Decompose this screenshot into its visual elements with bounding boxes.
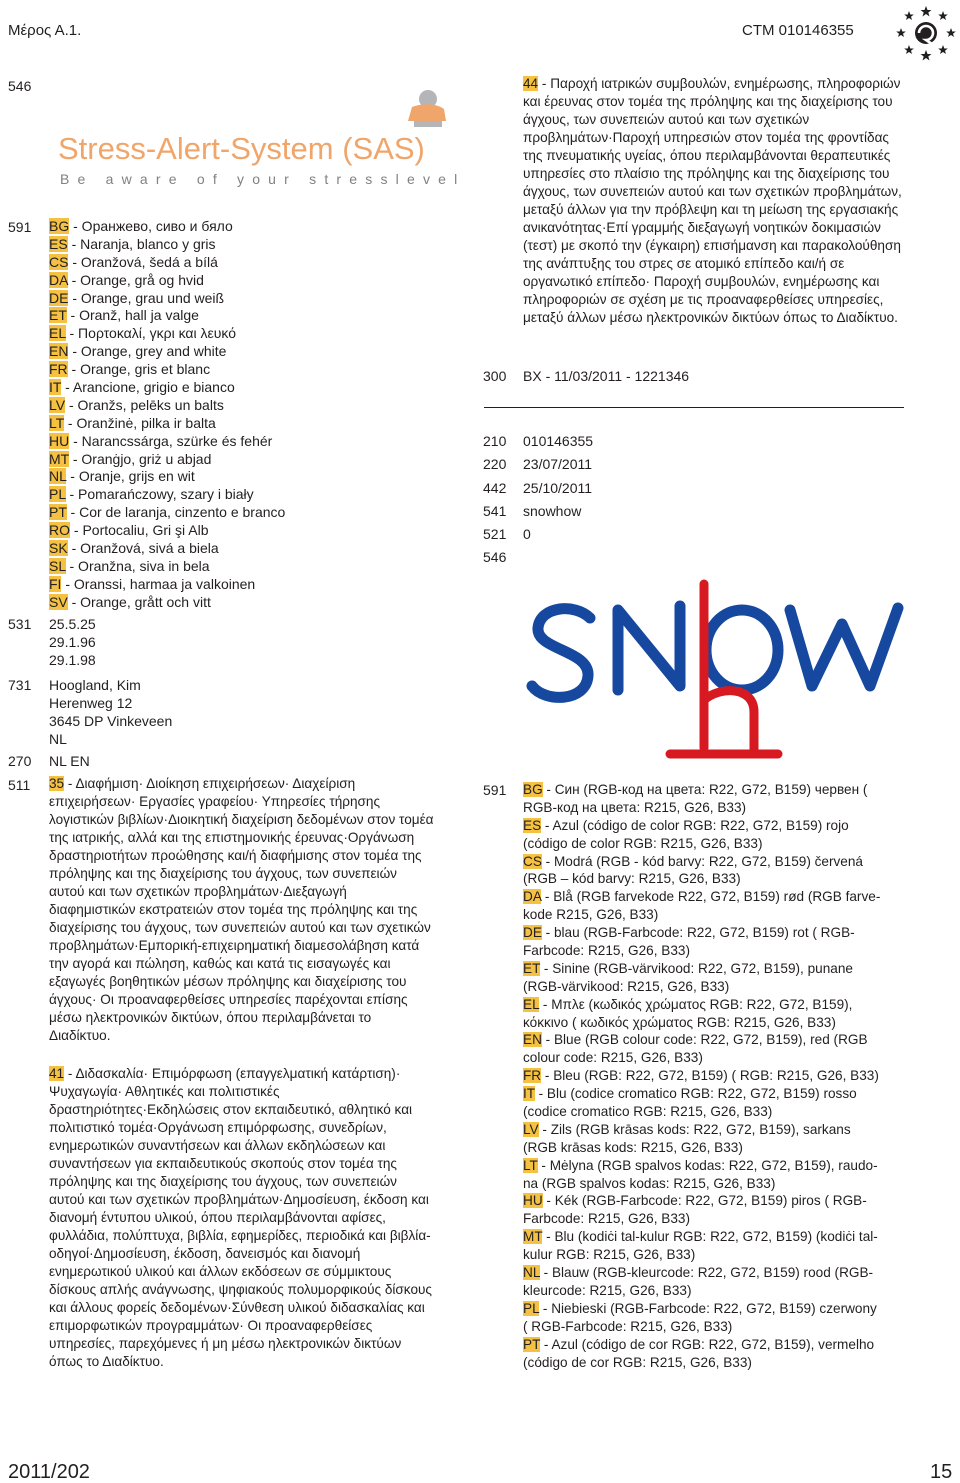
application-number: 010146355 [523, 433, 594, 449]
rgb-colour-line [523, 960, 918, 978]
rgb-colour-line [523, 1175, 918, 1193]
rgb-colour-text: (RGB – kód barvy: R215, G26, B33) [523, 871, 741, 887]
rgb-colour-text: (codice cromatico RGB: R215, G26, B33) [523, 1104, 773, 1120]
rgb-colour-line [523, 870, 918, 888]
rgb-colour-list [523, 781, 918, 1371]
field-300-number: 300 [483, 368, 507, 384]
lang-code: SL [49, 557, 66, 574]
rgb-colour-line [523, 906, 918, 924]
colour-text: - Arancione, grigio e bianco [61, 379, 235, 396]
class-44-code: 44 [523, 76, 539, 91]
lang-code: BG [49, 218, 70, 234]
rgb-colour-text: - Azul (código de cor RGB: R22, G72, B159), vermelho [540, 1336, 875, 1352]
vienna-code: 29.1.96 [49, 634, 96, 650]
lang-code: ES [523, 817, 542, 833]
rgb-colour-line [523, 781, 918, 799]
colour-text: - Oranssi, harmaa ja valkoinen [61, 575, 256, 592]
lang-code: LV [49, 396, 66, 413]
rgb-colour-text: Farbcode: R215, G26, B33) [523, 1211, 690, 1227]
lang-code: IT [49, 379, 62, 396]
rgb-colour-text: - Blue (RGB colour code: R22, G72, B159), red (RGB [541, 1032, 868, 1048]
lang-code: ES [49, 235, 68, 252]
rgb-colour-text: - Zils (RGB krāsas kods: R22, G72, B159), sarkans [538, 1121, 851, 1137]
field-442-number: 442 [483, 480, 507, 496]
sas-logo-image [50, 85, 470, 195]
vienna-code: 29.1.98 [49, 652, 96, 668]
lang-code: CS [49, 253, 69, 270]
rgb-colour-text: - Mėlyna (RGB spalvos kodas: R22, G72, B159), raudo- [537, 1157, 878, 1173]
lang-code: SK [49, 540, 68, 557]
colour-item [49, 557, 469, 575]
lang-code: PL [523, 1300, 540, 1316]
rgb-colour-line [523, 1354, 918, 1372]
rgb-colour-text: - Niebieski (RGB-Farbcode: R22, G72, B159) czerwony [539, 1300, 877, 1316]
rgb-colour-text: na (RGB spalvos kodas: R215, G26, B33) [523, 1175, 776, 1191]
rgb-colour-line [523, 1336, 918, 1354]
field-541-number: 541 [483, 503, 507, 519]
colour-item [49, 271, 469, 289]
class-41-code: 41 [49, 1066, 65, 1081]
lang-code: DA [49, 271, 68, 288]
colour-item [49, 485, 469, 503]
lang-code: DE [523, 925, 542, 941]
colour-text: - Orange, gris et blanc [67, 361, 211, 378]
rgb-colour-text: - Μπλε (κωδικός χρώματος RGB: R22, G72, B159), [539, 996, 853, 1012]
rgb-colour-text: (RGB-värvikood: R215, G26, B33) [523, 978, 730, 994]
rgb-colour-line [523, 1085, 918, 1103]
lang-code: EL [49, 325, 66, 342]
rgb-colour-text: κόκκινο ( κωδικός χρώματος RGB: R215, G26, B33) [523, 1014, 836, 1030]
field-546-number-2: 546 [483, 549, 507, 565]
separator-line [484, 407, 904, 408]
field-591-number: 591 [8, 219, 32, 235]
lang-code: FR [523, 1068, 542, 1084]
rgb-colour-line [523, 1121, 918, 1139]
lang-code: EN [523, 1032, 542, 1048]
colour-text: - Oranje, grijs en wit [66, 468, 195, 485]
rgb-colour-line [523, 1103, 918, 1121]
rgb-colour-line [523, 817, 918, 835]
class-44-text: - Παροχή ιατρικών συμβουλών, ενημέρωσης, πληροφοριών και έρευνας στον τομέα της πρόληψης και της διαχείρισης του άγχους, των συνεπειών αυτού και των σχετικών προβλημάτων·Παροχή υπηρεσιών στον τομέα της φροντίδας της πνευματικής υγείας, όπου περιλαμβάνονται θεραπευτικές υπηρεσίες στο πλαίσιο της πρόληψης και της διαχείρισης του άγχους, των συνεπειών αυτού και των σχετικών προβλημάτων, μεταξύ άλλων για την πρόβλεψη και τη μείωση της εργασιακής ανικανότητας·Επί γραμμής διεξαγωγή νοητικών δοκιμασιών (τεστ) με σκοπό την (έγκαιρη) επισήμανση και παρακολούθηση της ανάπτυξης του στρες σε ατομικό επίπεδο και/ή σε οργανωτικό επίπεδο· Παροχή συμβουλών, ενημέρωσης και πληροφοριών σε σχέση με τις προαναφερθείσες υπηρεσίες, μεταξύ άλλων μέσω ηλεκτρονικών δικτύων όπως το Διαδίκτυο. [523, 76, 902, 325]
sas-logo-brand: Stress-Alert-System (SAS) [58, 131, 425, 166]
colour-item [49, 521, 469, 539]
class-35-description [49, 775, 435, 1045]
rgb-colour-text: - Sinine (RGB-värvikood: R22, G72, B159), punane [540, 960, 853, 976]
colour-item [49, 324, 469, 342]
rgb-colour-text: (RGB krāsas kods: R215, G26, B33) [523, 1139, 743, 1155]
languages: NL EN [49, 753, 90, 769]
colour-item [49, 378, 469, 396]
class-44-description [523, 75, 911, 327]
eu-oami-logo-icon [895, 4, 957, 62]
rgb-colour-line [523, 1282, 918, 1300]
page-number: 15 [930, 1461, 953, 1483]
rgb-colour-text: RGB-код на цвета: R215, G26, B33) [523, 799, 747, 815]
colour-text: - Oranž, hall ja valge [66, 307, 199, 324]
rgb-colour-line [523, 1031, 918, 1049]
colour-text: - Orange, grå og hvid [67, 271, 204, 288]
rgb-colour-text: - Modrá (RGB - kód barvy: R22, G72, B159) červená [541, 853, 863, 869]
colour-item [49, 396, 469, 414]
bulletin-number: 2011/202 [8, 1461, 90, 1483]
rgb-colour-line [523, 978, 918, 996]
lang-code: DA [523, 889, 542, 905]
owner-name: Hoogland, Kim [49, 677, 141, 693]
field-546-number: 546 [8, 78, 32, 94]
snow-logo-image [520, 578, 920, 763]
rgb-colour-text: kleurcode: R215, G26, B33) [523, 1282, 692, 1298]
colour-list [49, 217, 469, 611]
colour-item [49, 289, 469, 307]
owner-city: 3645 DP Vinkeveen [49, 713, 173, 729]
lang-code: DE [49, 289, 69, 306]
colour-text: - Naranja, blanco y gris [67, 235, 216, 252]
lang-code: PL [49, 486, 66, 503]
rgb-colour-line [523, 799, 918, 817]
rgb-colour-line [523, 1246, 918, 1264]
field-731-number: 731 [8, 677, 32, 693]
lang-code: FI [49, 575, 62, 592]
colour-text: - Oranžna, siva in bela [65, 557, 210, 574]
colour-item [49, 306, 469, 324]
colour-item [49, 450, 469, 468]
rgb-colour-line [523, 853, 918, 871]
rgb-colour-text: colour code: R215, G26, B33) [523, 1050, 703, 1066]
lang-code: CS [523, 853, 542, 869]
rgb-colour-line [523, 1192, 918, 1210]
rgb-colour-text: ( RGB-Farbcode: R215, G26, B33) [523, 1318, 733, 1334]
sas-logo-tagline: Be aware of your stresslevel [60, 171, 466, 187]
colour-text: - Narancssárga, szürke és fehér [69, 432, 273, 449]
rgb-colour-line [523, 835, 918, 853]
rgb-colour-text: - Blå (RGB farvekode R22, G72, B159) rød (RGB farve- [541, 889, 881, 905]
rgb-colour-text: - Bleu (RGB: R22, G72, B159) ( RGB: R215, G26, B33) [541, 1068, 879, 1084]
class-41-description [49, 1065, 435, 1371]
lang-code: FR [49, 361, 68, 378]
lang-code: PT [49, 504, 67, 521]
rgb-colour-text: kode R215, G26, B33) [523, 907, 659, 923]
rgb-colour-text: - Azul (código de color RGB: R22, G72, B159) rojo [541, 817, 849, 833]
colour-text: - Pomarańczowy, szary i biały [65, 486, 254, 503]
colour-item [49, 432, 469, 450]
owner-street: Herenweg 12 [49, 695, 133, 711]
colour-text: - Cor de laranja, cinzento e branco [66, 504, 286, 521]
priority: BX - 11/03/2011 - 1221346 [523, 368, 690, 384]
lang-code: NL [523, 1265, 540, 1281]
rgb-colour-text: - Kék (RGB-Farbcode: R22, G72, B159) piros ( RGB- [542, 1193, 867, 1209]
rgb-colour-line [523, 924, 918, 942]
colour-item [49, 503, 469, 521]
filing-date: 23/07/2011 [523, 456, 593, 472]
lang-code: ET [523, 960, 541, 976]
lang-code: LT [523, 1157, 538, 1173]
lang-code: NL [49, 468, 67, 485]
rgb-colour-line [523, 1210, 918, 1228]
colour-text: - Orange, grått och vitt [67, 593, 211, 610]
lang-code: MT [523, 1229, 543, 1245]
owner-country: NL [49, 731, 67, 747]
colour-text: - Portocaliu, Gri şi Alb [70, 522, 209, 539]
colour-item [49, 342, 469, 360]
rgb-colour-text: - Blu (kodiċi tal-kulur RGB: R22, G72, B159) (kodiċi tal- [542, 1229, 878, 1245]
word-mark: snowhow [523, 503, 582, 519]
class-35-text: - Διαφήμιση· Διοίκηση επιχειρήσεων· Διαχείριση επιχειρήσεων· Εργασίες γραφείου· Υπηρεσίες τήρησης λογιστικών βιβλίων·Διοικητική διαχείριση δεδομένων στον τομέα της ιατρικής, αλλά και της επιστημονικής έρευνας·Οργάνωση δραστηριοτήτων προώθησης και/ή διαφήμισης στον τομέα της πρόληψης και της διαχείρισης του άγχους, των συνεπειών αυτού και των σχετικών προβλημάτων·Διεξαγωγή διαφημιστικών εκστρατειών στον τομέα της πρόληψης και της διαχείρισης του άγχους, των συνεπειών αυτού και των σχετικών προβλημάτων·Εμπορική-επιχειρηματική διαμεσολάβηση κατά την αγορά και πώληση, καθώς και κατά τις εισαγωγές και εξαγωγές βοηθητικών μέσων πρόληψης και διαχείρισης του άγχους· Οι προαναφερθείσες υπηρεσίες παρέχονται επίσης μέσω ηλεκτρονικών δικτύων, όπου περιλαμβάνεται το Διαδίκτυο. [49, 776, 434, 1043]
rgb-colour-line [523, 1014, 918, 1032]
rgb-colour-line [523, 1264, 918, 1282]
colour-text: - Oranġjo, griż u abjad [68, 450, 212, 467]
rgb-colour-line [523, 1228, 918, 1246]
ctm-number: CTM 010146355 [742, 22, 854, 39]
class-35-code: 35 [49, 776, 65, 791]
colour-item [49, 539, 469, 557]
rgb-colour-line [523, 1139, 918, 1157]
lang-code: LT [49, 414, 65, 431]
lang-code: EL [523, 996, 540, 1012]
rgb-colour-line [523, 888, 918, 906]
colour-item [49, 467, 469, 485]
lang-code: IT [523, 1086, 535, 1102]
lang-code: ET [49, 307, 67, 324]
colour-text: - Orange, grau und weiß [68, 289, 225, 306]
rgb-colour-text: (código de cor RGB: R215, G26, B33) [523, 1354, 752, 1370]
colour-text: - Πορτοκαλί, γκρι και λευκό [65, 325, 237, 342]
lang-code: MT [49, 450, 69, 467]
colour-text: - Oranžová, šedá a bílá [68, 253, 218, 270]
field-220-number: 220 [483, 456, 507, 472]
lang-code: LV [523, 1121, 539, 1137]
field-531-number: 531 [8, 616, 32, 632]
lang-code: HU [49, 432, 70, 449]
rgb-colour-text: Farbcode: R215, G26, B33) [523, 943, 690, 959]
rgb-colour-line [523, 1067, 918, 1085]
colour-item [49, 217, 469, 235]
field-210-number: 210 [483, 433, 507, 449]
lang-code: SV [49, 593, 68, 610]
colour-text: - Oranžinė, pilka ir balta [64, 414, 216, 431]
colour-text: - Oranžs, pelēks un balts [65, 396, 224, 413]
lang-code: BG [523, 782, 543, 797]
vienna-codes [49, 615, 249, 669]
field-270-number: 270 [8, 753, 32, 769]
rgb-colour-line [523, 1157, 918, 1175]
lang-code: RO [49, 522, 70, 539]
rgb-colour-text: - Син (RGB-код на цвета: R22, G72, B159) червен ( [542, 782, 868, 797]
rgb-colour-text: (código de color RGB: R215, G26, B33) [523, 835, 763, 851]
rgb-colour-line [523, 1318, 918, 1336]
lang-code: PT [523, 1336, 541, 1352]
field-591-number-2: 591 [483, 782, 507, 798]
colour-item [49, 235, 469, 253]
colour-item [49, 414, 469, 432]
rgb-colour-text: - Blauw (RGB-kleurcode: R22, G72, B159) rood (RGB- [539, 1265, 874, 1281]
rgb-colour-line [523, 996, 918, 1014]
colour-item [49, 593, 469, 611]
colour-item [49, 360, 469, 378]
field-511-number: 511 [8, 777, 31, 793]
owner-address [49, 676, 349, 748]
section-label: Μέρος Α.1. [8, 22, 82, 39]
colour-text: - Оранжево, сиво и бяло [69, 218, 233, 234]
class-41-text: - Διδασκαλία· Επιμόρφωση (επαγγελματική κατάρτιση)· Ψυχαγωγία· Αθλητικές και πολιτιστικές δραστηριότητες·Εκδηλώσεις στον εκπαιδευτικό, αθλητικό και πολιτιστικό τομέα·Οργάνωση επιμόρφωσης, συνεδρίων, ενημερωτικών συναντήσεων και άλλων εκδηλώσεων και συναντήσεων για εκπαιδευτικούς σκοπούς στον τομέα της πρόληψης και της διαχείρισης του άγχους, των συνεπειών αυτού και των σχετικών προβλημάτων·Δημοσίευση, έκδοση και διανομή έντυπου υλικού, όπου περιλαμβάνονται αφίσες, φυλλάδια, πολύπτυχα, βιβλία, εφημερίδες, περιοδικά και βιβλία-οδηγοί·Δημοσίευση, έκδοση, δανεισμός και διανομή ενημερωτικού υλικού και άλλων εκδόσεων σε σύμμικτους δίσκους απλής ανάγνωσης, ψηφιακούς πολυμορφικούς δίσκους και άλλους φορείς δεδομένων·Σύνθεση υλικού διδασκαλίας και επιμορφωτικών προγραμμάτων· Οι προαναφερθείσες υπηρεσίες, παρεχόμενες ή μη μέσω ηλεκτρονικών δικτύων όπως το Διαδίκτυο. [49, 1066, 432, 1369]
colour-text: - Orange, grey and white [68, 343, 227, 360]
lang-code: EN [49, 343, 69, 360]
colour-item [49, 253, 469, 271]
rgb-colour-text: - blau (RGB-Farbcode: R22, G72, B159) rot ( RGB- [541, 925, 855, 941]
field-521-number: 521 [483, 526, 507, 542]
colour-text: - Oranžová, sivá a biela [67, 540, 219, 557]
vienna-code: 25.5.25 [49, 616, 96, 632]
rgb-colour-line [523, 1049, 918, 1067]
colour-item [49, 575, 469, 593]
rgb-colour-text: kulur RGB: R215, G26, B33) [523, 1247, 696, 1263]
rgb-colour-line [523, 1300, 918, 1318]
lang-code: HU [523, 1193, 543, 1209]
rgb-colour-line [523, 942, 918, 960]
rgb-colour-text: - Blu (codice cromatico RGB: R22, G72, B159) rosso [534, 1086, 857, 1102]
distinctiveness: 0 [523, 526, 531, 542]
publication-date: 25/10/2011 [523, 480, 593, 496]
